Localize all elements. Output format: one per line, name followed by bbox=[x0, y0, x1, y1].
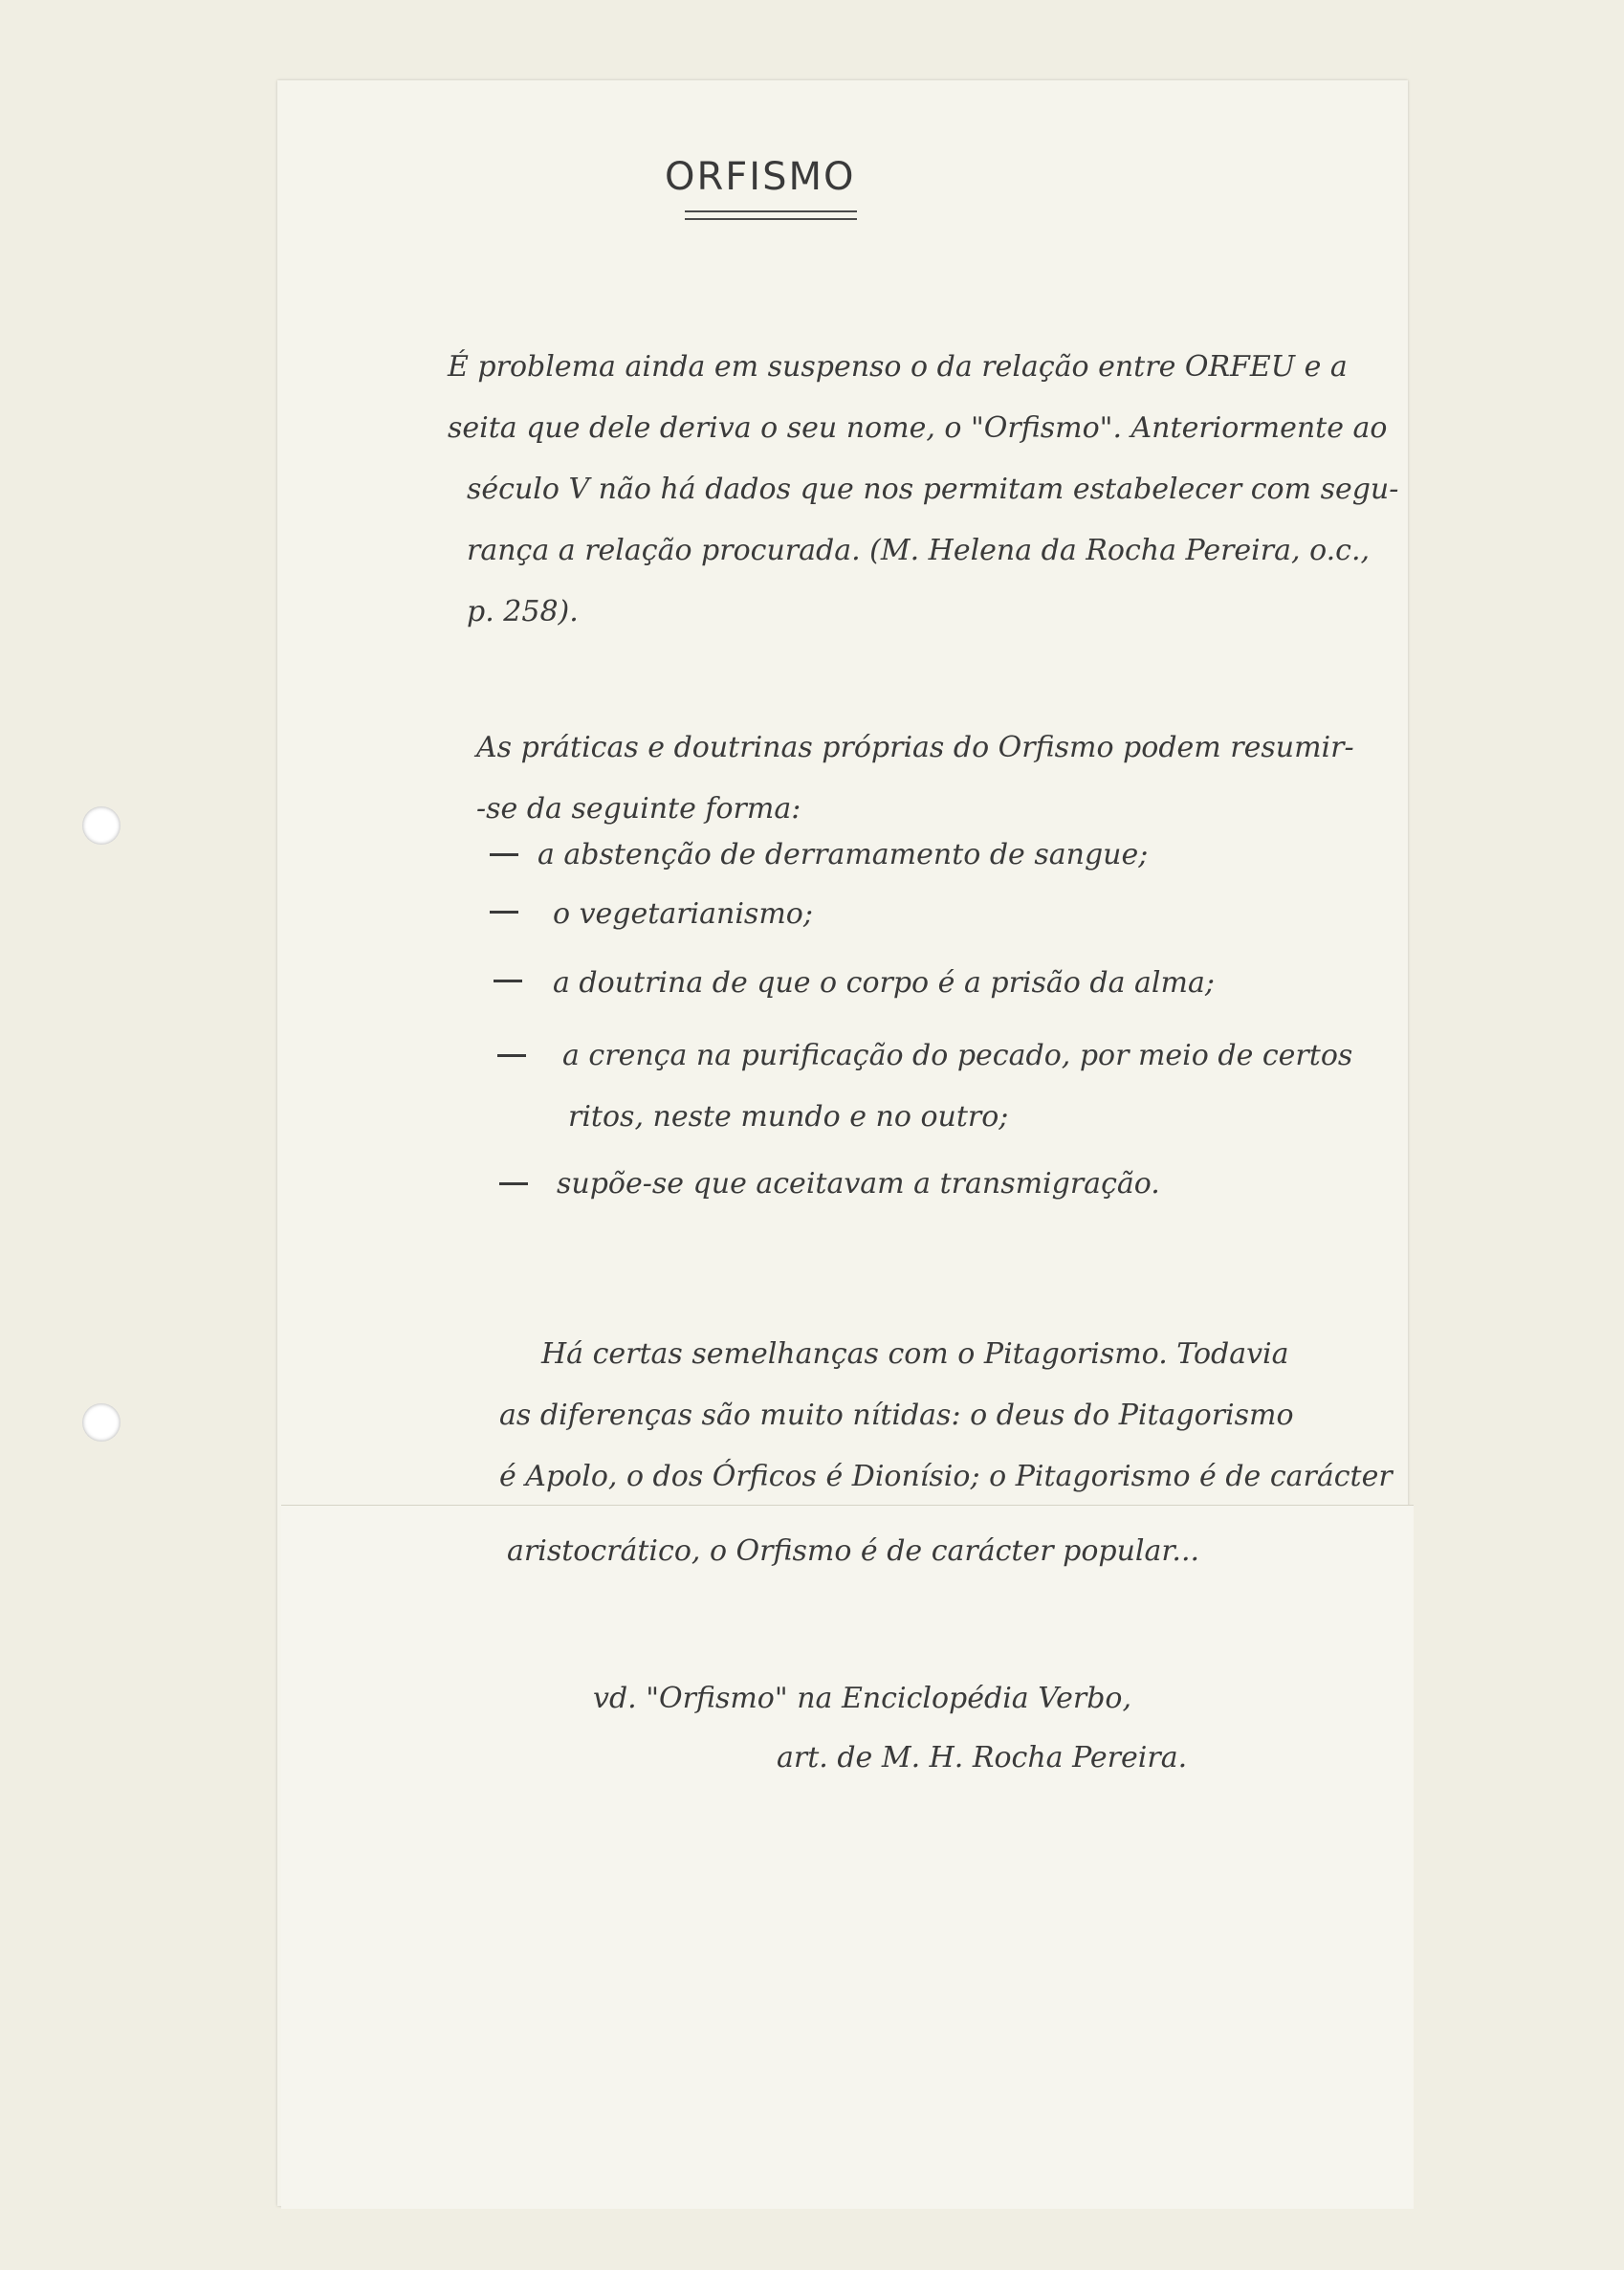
title-underline-second bbox=[685, 218, 857, 220]
punch-hole-lower bbox=[82, 1403, 121, 1442]
reference-line: vd. "Orfismo" na Enciclopédia Verbo, bbox=[593, 1682, 1132, 1715]
intro-line: seita que dele deriva o seu nome, o "Orfismo". Anteriormente ao bbox=[448, 411, 1388, 445]
list-dash bbox=[497, 1054, 526, 1057]
punch-hole-upper bbox=[82, 806, 121, 845]
title-underline bbox=[685, 210, 857, 212]
practices-intro-line: -se da seguinte forma: bbox=[476, 792, 801, 826]
comparison-line: aristocrático, o Orfismo é de carácter popular... bbox=[507, 1534, 1200, 1568]
page-lower-strip bbox=[281, 1505, 1414, 2209]
list-dash bbox=[494, 980, 522, 982]
comparison-line: é Apolo, o dos Órficos é Dionísio; o Pitagorismo é de carácter bbox=[499, 1460, 1393, 1493]
list-item: a crença na purificação do pecado, por meio de certos bbox=[562, 1039, 1353, 1072]
list-dash bbox=[490, 853, 518, 856]
list-item: o vegetarianismo; bbox=[553, 897, 813, 931]
comparison-line: as diferenças são muito nítidas: o deus do Pitagorismo bbox=[499, 1399, 1294, 1432]
intro-line: p. 258). bbox=[467, 595, 579, 628]
list-item: a doutrina de que o corpo é a prisão da alma; bbox=[553, 966, 1215, 1000]
list-item: supõe-se que aceitavam a transmigração. bbox=[557, 1167, 1160, 1201]
page-title: ORFISMO bbox=[665, 155, 856, 199]
comparison-line: Há certas semelhanças com o Pitagorismo. Todavia bbox=[541, 1337, 1289, 1371]
practices-intro-line: As práticas e doutrinas próprias do Orfismo podem resumir- bbox=[476, 731, 1354, 764]
intro-line: É problema ainda em suspenso o da relação entre ORFEU e a bbox=[448, 350, 1348, 384]
list-dash bbox=[490, 911, 518, 914]
reference-line: art. de M. H. Rocha Pereira. bbox=[777, 1741, 1188, 1774]
intro-line: rança a relação procurada. (M. Helena da Rocha Pereira, o.c., bbox=[467, 534, 1371, 567]
list-dash bbox=[499, 1182, 528, 1185]
intro-line: século V não há dados que nos permitam estabelecer com segu- bbox=[467, 473, 1399, 506]
list-item: a abstenção de derramamento de sangue; bbox=[538, 838, 1149, 871]
list-item-continuation: ritos, neste mundo e no outro; bbox=[568, 1100, 1009, 1134]
